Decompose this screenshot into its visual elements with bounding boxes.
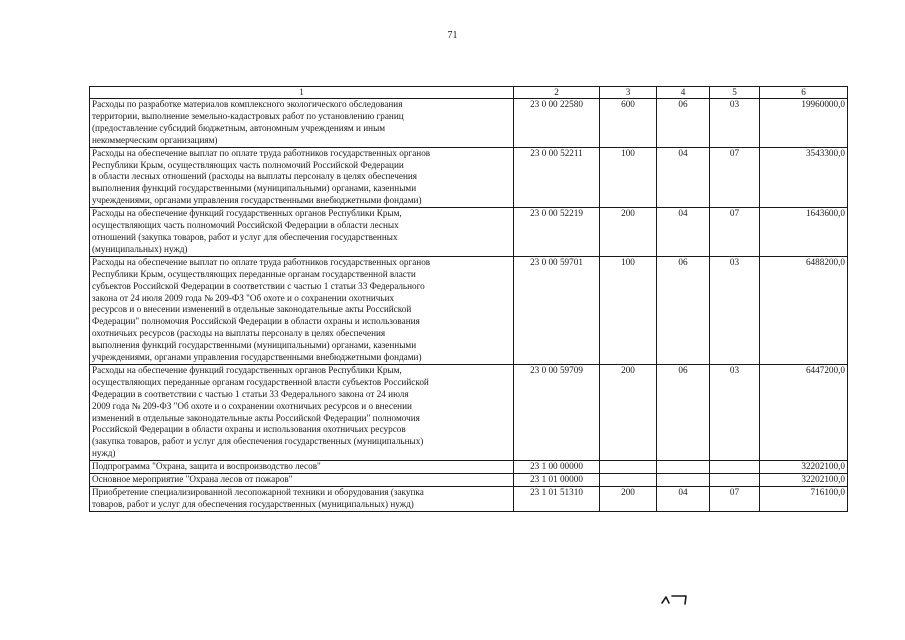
row-amount: 6447200,0 xyxy=(760,364,848,460)
page-number: 71 xyxy=(447,30,458,41)
row-col-4: 04 xyxy=(657,147,710,208)
row-col-3: 200 xyxy=(600,487,657,512)
row-code: 23 0 00 59709 xyxy=(514,364,600,460)
row-col-4 xyxy=(657,474,710,487)
header-col-1: 1 xyxy=(90,87,514,99)
table-row xyxy=(90,99,848,148)
row-code: 23 1 00 00000 xyxy=(514,461,600,474)
row-col-4 xyxy=(657,461,710,474)
row-code: 23 0 00 59701 xyxy=(514,256,600,364)
handwritten-signature xyxy=(660,592,700,606)
row-col-5: 07 xyxy=(710,208,760,257)
row-col-5 xyxy=(710,461,760,474)
row-description: Основное мероприятие "Охрана лесов от пожаров" xyxy=(90,474,514,487)
row-col-5: 07 xyxy=(710,147,760,208)
row-amount: 32202100,0 xyxy=(760,461,848,474)
row-col-5: 03 xyxy=(710,256,760,364)
row-amount: 1643600,0 xyxy=(760,208,848,257)
row-code: 23 1 01 00000 xyxy=(514,474,600,487)
table-row xyxy=(90,147,848,208)
row-col-4: 04 xyxy=(657,208,710,257)
row-amount: 3543300,0 xyxy=(760,147,848,208)
row-col-4: 06 xyxy=(657,99,710,148)
row-description: Расходы на обеспечение функций государственных органов Республики Крым, осуществляющих переданные органам государственной власти субъектов Российской Федерации в соответствии с частью 1 статьи 33 Федерального закона от 24 июля 2009 года № 209-ФЗ "Об охоте и о сохранении охотничьих ресурсов и о внесении изменений в отдельные законодательные акты Российской Федерации" полномочия Российской Федерации в области охраны и использования охотничьих ресурсов (закупка товаров, работ и услуг для обеспечения государственных (муниципальных) нужд) xyxy=(90,364,514,460)
header-col-5: 5 xyxy=(710,87,760,99)
row-col-3: 100 xyxy=(600,256,657,364)
row-code: 23 0 00 22580 xyxy=(514,99,600,148)
row-description: Расходы на обеспечение функций государственных органов Республики Крым, осуществляющих часть полномочий Российской Федерации в области лесных отношений (закупка товаров, работ и услуг для обеспечения государственных (муниципальных) нужд) xyxy=(90,208,514,257)
table-row xyxy=(90,208,848,257)
row-code: 23 1 01 51310 xyxy=(514,487,600,512)
row-col-5: 07 xyxy=(710,487,760,512)
row-amount: 19960000,0 xyxy=(760,99,848,148)
row-col-3: 600 xyxy=(600,99,657,148)
row-col-3: 200 xyxy=(600,364,657,460)
header-col-2: 2 xyxy=(514,87,600,99)
row-col-5 xyxy=(710,474,760,487)
row-col-4: 06 xyxy=(657,256,710,364)
row-description: Расходы на обеспечение выплат по оплате труда работников государственных органов Республики Крым, осуществляющих переданные органам государственной власти субъектов Российской Федерации в соответствии с частью 1 статьи 33 Федерального закона от 24 июля 2009 года № 209-ФЗ "Об охоте и о сохранении охотничьих ресурсов и о внесении изменений в отдельные законодательные акты Российской Федерации" полномочия Российской Федерации в области охраны и использования охотничьих ресурсов (расходы на выплаты персоналу в целях обеспечения выполнения функций государственными (муниципальными) органами, казенными учреждениями, органами управления государственными внебюджетными фондами) xyxy=(90,256,514,364)
row-description: Приобретение специализированной лесопожарной техники и оборудования (закупка товаров, работ и услуг для обеспечения государственных (муниципальных) нужд) xyxy=(90,487,514,512)
header-col-3: 3 xyxy=(600,87,657,99)
row-col-5: 03 xyxy=(710,364,760,460)
row-amount: 32202100,0 xyxy=(760,474,848,487)
row-col-5: 03 xyxy=(710,99,760,148)
row-description: Расходы на обеспечение выплат по оплате труда работников государственных органов Республики Крым, осуществляющих часть полномочий Российской Федерации в области лесных отношений (расходы на выплаты персоналу в целях обеспечения выполнения функций государственными (муниципальными) органами, казенными учреждениями, органами управления государственными внебюджетными фондами) xyxy=(90,147,514,208)
row-code: 23 0 00 52219 xyxy=(514,208,600,257)
row-amount: 6488200,0 xyxy=(760,256,848,364)
table-row xyxy=(90,256,848,364)
table-row xyxy=(90,487,848,512)
table-header-row xyxy=(90,87,848,99)
row-col-3: 100 xyxy=(600,147,657,208)
header-col-6: 6 xyxy=(760,87,848,99)
row-col-4: 04 xyxy=(657,487,710,512)
row-description: Подпрограмма "Охрана, защита и воспроизводство лесов" xyxy=(90,461,514,474)
budget-expenditure-table xyxy=(89,86,848,512)
row-col-3 xyxy=(600,474,657,487)
row-col-3: 200 xyxy=(600,208,657,257)
table-row xyxy=(90,364,848,460)
row-col-3 xyxy=(600,461,657,474)
row-description: Расходы по разработке материалов комплексного экологического обследования территории, выполнение земельно-кадастровых работ по установлению границ (предоставление субсидий бюджетным, автономным учреждениям и иным некоммерческим организациям) xyxy=(90,99,514,148)
row-col-4: 06 xyxy=(657,364,710,460)
table-row xyxy=(90,474,848,487)
row-amount: 716100,0 xyxy=(760,487,848,512)
header-col-4: 4 xyxy=(657,87,710,99)
table-row xyxy=(90,461,848,474)
row-code: 23 0 00 52211 xyxy=(514,147,600,208)
